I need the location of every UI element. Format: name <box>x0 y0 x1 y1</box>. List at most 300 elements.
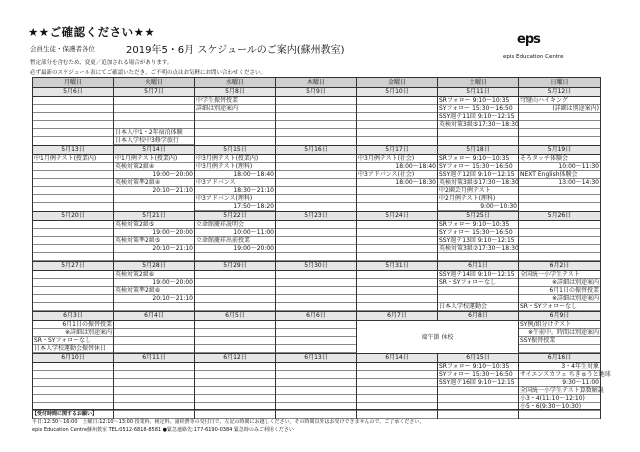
event-item <box>519 187 600 195</box>
event-item: 全国統一小学生テスト <box>519 271 600 279</box>
event-item <box>33 187 113 195</box>
event-item: 日本人学校運動会振替休日 <box>33 345 113 353</box>
event-row <box>33 155 601 212</box>
event-item <box>357 363 437 371</box>
footer <box>32 409 600 434</box>
date-cell: 5月28日 <box>114 262 195 271</box>
event-item: SSY週テ13回 9:10〜12:15 <box>438 237 518 245</box>
event-item <box>276 113 356 121</box>
day-cell <box>276 155 357 212</box>
recipients: 会員生徒・保護者各位 <box>30 45 95 53</box>
event-item <box>33 245 113 253</box>
event-item <box>195 345 275 353</box>
event-item <box>276 105 356 113</box>
event-item <box>519 345 600 353</box>
event-item <box>519 229 600 237</box>
event-item: SYフォロー 15:30〜16:50 <box>438 163 518 171</box>
day-cell <box>114 271 195 312</box>
event-item: 18:00〜18:40 <box>195 171 275 179</box>
event-item <box>276 271 356 279</box>
event-item <box>438 295 518 303</box>
event-item <box>276 295 356 303</box>
event-item <box>33 129 113 137</box>
day-cell <box>438 97 519 146</box>
event-item <box>33 229 113 237</box>
date-cell: 5月26日 <box>519 212 601 221</box>
multi-day-event: 日本人中1・2年宿泊体験 <box>114 129 194 137</box>
event-item: 18:00〜18:40 <box>357 163 437 171</box>
date-cell: 6月5日 <box>195 312 276 321</box>
event-item <box>357 371 437 379</box>
event-item <box>114 321 194 329</box>
event-item: SSY週テ12回 9:10〜12:15 <box>438 171 518 179</box>
event-item <box>276 221 356 229</box>
event-item <box>276 97 356 105</box>
event-item <box>33 163 113 171</box>
event-item: 英検対策3級⑦17:30〜18:30 <box>439 245 519 252</box>
day-cell <box>276 221 357 262</box>
event-item <box>276 253 356 261</box>
notice-line-2: 必ず最新のスケジュール表にてご確認いただき、ご不明の点はお気軽にお問い合わせください。 <box>30 70 266 76</box>
event-item: 中3月例テスト(社会) <box>357 155 437 163</box>
event-item <box>276 179 356 187</box>
day-cell <box>519 155 601 212</box>
event-item: 18:00〜18:30 <box>357 179 437 187</box>
event-item: SSY振替授業 <box>519 337 600 345</box>
event-item: 日本人学校運動会 <box>438 303 518 311</box>
event-item <box>33 363 113 371</box>
event-item: 英検対策2級④ <box>114 163 194 171</box>
event-item <box>276 287 356 295</box>
event-item <box>357 187 437 195</box>
day-cell <box>519 271 601 312</box>
date-cell: 5月9日 <box>276 88 357 97</box>
event-item <box>114 303 194 311</box>
event-item <box>276 345 356 353</box>
weekday-header: 月曜日 <box>33 78 114 88</box>
event-item: 英検対策準2級⑥ <box>114 287 194 295</box>
day-cell <box>33 221 114 262</box>
event-item <box>195 379 275 387</box>
date-cell: 5月29日 <box>195 262 276 271</box>
event-item: SR・SYフォローなし <box>33 337 113 345</box>
event-item <box>33 279 113 287</box>
event-item <box>33 387 113 395</box>
date-cell: 6月12日 <box>195 354 276 363</box>
event-item: 英検対策2級⑥ <box>114 271 194 279</box>
date-cell: 5月15日 <box>195 146 276 155</box>
day-cell <box>33 155 114 212</box>
event-item: SYフォロー 15:30〜16:50 <box>438 105 518 113</box>
day-cell <box>195 155 276 212</box>
event-item: SR・SYフォローなし <box>438 279 518 287</box>
event-item: 20:10〜21:10 <box>114 295 194 303</box>
event-item <box>276 321 356 329</box>
date-cell: 5月14日 <box>114 146 195 155</box>
event-item <box>357 245 437 253</box>
event-item <box>357 395 437 403</box>
event-item <box>276 329 356 337</box>
day-cell <box>114 155 195 212</box>
day-cell <box>33 321 114 354</box>
date-cell: 5月12日 <box>519 88 601 97</box>
weekday-header: 火曜日 <box>114 78 195 88</box>
event-item: 中2園芸月例テスト <box>438 187 518 195</box>
date-row <box>33 354 601 363</box>
date-cell: 6月4日 <box>114 312 195 321</box>
event-item <box>195 253 275 261</box>
date-cell: 6月14日 <box>357 354 438 363</box>
event-item <box>357 237 437 245</box>
event-item: 20:10〜21:10 <box>114 245 194 253</box>
date-cell: 6月9日 <box>519 312 601 321</box>
event-item <box>519 129 600 137</box>
event-item <box>195 387 275 395</box>
day-cell <box>276 321 357 354</box>
event-item <box>276 229 356 237</box>
event-item <box>519 121 600 129</box>
event-item: 19:00〜20:00 <box>195 245 275 253</box>
event-item <box>114 363 194 371</box>
event-item: SSY週テ16回 9:10〜12:15 <box>438 379 518 387</box>
event-item <box>114 195 194 203</box>
day-cell <box>276 97 357 146</box>
event-item <box>33 171 113 179</box>
event-item <box>438 253 518 261</box>
date-cell: 5月23日 <box>276 212 357 221</box>
event-item: 13:00〜14:30 <box>519 179 600 187</box>
event-item <box>195 113 275 121</box>
event-item: 10:00〜11:30 <box>519 163 600 171</box>
event-item <box>357 229 437 237</box>
date-cell: 5月27日 <box>33 262 114 271</box>
date-cell: 6月10日 <box>33 354 114 363</box>
event-item <box>276 195 356 203</box>
event-item <box>276 379 356 387</box>
date-cell: 6月16日 <box>519 354 601 363</box>
event-item: 10:00〜11:00 <box>195 229 275 237</box>
event-item <box>357 221 437 229</box>
event-item: SYフォロー 15:30〜16:50 <box>438 229 518 237</box>
event-item <box>438 387 518 395</box>
day-cell <box>114 221 195 262</box>
day-cell <box>357 221 438 262</box>
day-cell <box>33 97 114 146</box>
logo-word: eps <box>517 32 540 47</box>
day-cell <box>438 155 519 212</box>
event-item <box>357 279 437 287</box>
day-cell <box>195 97 276 146</box>
event-item <box>276 237 356 245</box>
date-cell: 5月25日 <box>438 212 519 221</box>
weekday-header-row <box>33 78 601 88</box>
date-cell: 5月13日 <box>33 146 114 155</box>
event-item: 17:50〜18:20 <box>195 203 275 211</box>
event-item: 穹窿山ハイキング <box>519 97 600 105</box>
event-item: ※詳細は別途案内 <box>33 329 113 337</box>
event-item: 9:30〜11:00 <box>519 379 600 387</box>
event-item <box>114 337 194 345</box>
event-item <box>438 395 518 403</box>
event-item <box>519 245 600 253</box>
event-item <box>33 303 113 311</box>
date-cell: 6月2日 <box>519 262 601 271</box>
date-cell: 5月6日 <box>33 88 114 97</box>
event-item <box>195 271 275 279</box>
event-item <box>33 253 113 261</box>
event-item <box>114 345 194 353</box>
event-row <box>33 97 601 146</box>
event-item: 6月1日の振替授業 <box>33 321 113 329</box>
event-item <box>33 113 113 121</box>
event-item: 英検対策2級⑤ <box>114 221 194 229</box>
event-item: 19:00〜20:00 <box>114 229 194 237</box>
event-item <box>114 379 194 387</box>
event-item <box>195 395 275 403</box>
date-cell: 5月7日 <box>114 88 195 97</box>
footer-line-1: 平日:12:30〜16:00 土曜日:12:10〜13:00 授業料、検定料、諸経費等の受付日で、左記の時間にお越しください。その時間以外はお受けできませんので、ご了承ください。 <box>32 419 425 425</box>
event-item <box>357 97 437 105</box>
event-item <box>33 195 113 203</box>
weekday-header: 水曜日 <box>195 78 276 88</box>
date-cell: 5月30日 <box>276 262 357 271</box>
event-item: 立命館慶祥出前授業 <box>195 237 275 245</box>
event-item: 中3月例テスト(授業内) <box>195 155 275 163</box>
event-item <box>195 295 275 303</box>
footer-line-2: epis Education Centre蘇州教室 TEL:0512-6818-8581 ●緊急連絡先:177-6190-0384 緊急時のみご利用ください <box>32 427 294 433</box>
event-item <box>195 279 275 287</box>
event-item: 全国統一小学生テスト算数解説 <box>520 387 604 394</box>
event-item <box>114 387 194 395</box>
date-row <box>33 146 601 155</box>
schedule-table <box>32 77 611 419</box>
date-cell: 5月10日 <box>357 88 438 97</box>
event-item <box>33 105 113 113</box>
day-cell <box>195 271 276 312</box>
event-item: 中3アドバンス <box>195 179 275 187</box>
event-item: SSY週テ14回 9:10〜12:15 <box>438 271 518 279</box>
event-item <box>276 245 356 253</box>
date-row <box>33 262 601 271</box>
schedule-subtitle: 2019年5・6月 スケジュールのご案内(蘇州教室) <box>126 45 345 56</box>
event-item: 小3・4(11:10〜12:10) <box>519 395 600 403</box>
day-cell <box>114 321 195 354</box>
holiday-cell: 端午節 休校 <box>357 321 519 354</box>
event-item <box>195 329 275 337</box>
date-cell: 5月18日 <box>438 146 519 155</box>
event-item <box>519 195 600 203</box>
event-item <box>357 195 437 203</box>
event-item <box>276 187 356 195</box>
weekday-header: 土曜日 <box>438 78 519 88</box>
event-item <box>276 337 356 345</box>
event-item: SRフォロー 9:10〜10:35 <box>438 155 518 163</box>
date-cell: 6月7日 <box>357 312 438 321</box>
event-item <box>438 129 518 137</box>
date-cell: 6月15日 <box>438 354 519 363</box>
event-row <box>33 221 601 262</box>
date-row <box>33 312 601 321</box>
event-item <box>276 163 356 171</box>
event-item: 中3アドバンス(社会) <box>357 171 437 179</box>
event-item: ※詳細は別途案内 <box>519 295 600 303</box>
event-item <box>357 253 437 261</box>
event-item: サイエンスカフェ ちきゅうと地球 <box>520 371 611 378</box>
event-item <box>276 129 356 137</box>
event-item <box>114 97 194 105</box>
event-item <box>276 279 356 287</box>
event-item <box>33 371 113 379</box>
event-item <box>357 129 437 137</box>
event-item <box>357 105 437 113</box>
day-cell <box>33 271 114 312</box>
event-item <box>195 303 275 311</box>
event-item <box>357 121 437 129</box>
weekday-header: 木曜日 <box>276 78 357 88</box>
event-item: NEXT English体験会 <box>519 171 600 179</box>
date-cell: 6月8日 <box>438 312 519 321</box>
event-item: SRフォロー 9:10〜10:35 <box>438 97 518 105</box>
event-item: 中2月例テスト(理科) <box>438 195 518 203</box>
event-item: 小5・6(9:30〜10:30) <box>519 403 600 411</box>
event-item <box>195 371 275 379</box>
day-cell <box>276 271 357 312</box>
day-cell <box>519 97 601 146</box>
event-item: 3・4年生対象 <box>519 363 600 371</box>
event-item <box>114 329 194 337</box>
day-cell <box>519 321 601 354</box>
event-item <box>195 363 275 371</box>
event-row <box>33 321 601 354</box>
date-cell: 5月22日 <box>195 212 276 221</box>
day-cell <box>195 321 276 354</box>
page-title: ★★ご確認ください★★ <box>28 25 156 39</box>
event-item <box>195 337 275 345</box>
event-item <box>33 287 113 295</box>
event-item <box>357 113 437 121</box>
event-item <box>357 387 437 395</box>
event-item <box>195 287 275 295</box>
logo-subtitle: epis Education Centre <box>503 54 564 60</box>
epis-logo <box>503 32 573 66</box>
event-item: 中1月例テスト(授業内) <box>114 155 194 163</box>
event-item: 中3月例テスト(理科) <box>195 163 275 171</box>
event-item <box>33 379 113 387</box>
date-cell: 6月6日 <box>276 312 357 321</box>
event-item: SR・SYフォローなし <box>519 303 600 311</box>
event-item: 18:30〜21:10 <box>195 187 275 195</box>
event-item <box>276 363 356 371</box>
event-item: SRフォロー 9:10〜10:35 <box>438 221 518 229</box>
event-item <box>357 287 437 295</box>
event-item <box>357 271 437 279</box>
event-item <box>276 171 356 179</box>
event-item <box>357 295 437 303</box>
date-cell: 5月19日 <box>519 146 601 155</box>
event-row <box>33 271 601 312</box>
event-item <box>519 221 600 229</box>
day-cell <box>519 221 601 262</box>
event-item <box>114 253 194 261</box>
event-item: 英検対策準2級⑤ <box>114 237 194 245</box>
event-item <box>114 105 194 113</box>
date-cell: 5月21日 <box>114 212 195 221</box>
day-cell <box>195 221 276 262</box>
event-item: SSY週テ11回 9:10〜12:15 <box>438 113 518 121</box>
event-item <box>33 179 113 187</box>
event-item <box>33 121 113 129</box>
event-item <box>33 271 113 279</box>
event-item <box>195 129 275 137</box>
event-item <box>438 287 518 295</box>
event-item <box>114 371 194 379</box>
event-item: 19:00〜20:00 <box>114 279 194 287</box>
day-cell <box>357 155 438 212</box>
event-item: 20:10〜21:10 <box>114 187 194 195</box>
day-cell <box>438 221 519 262</box>
event-item <box>195 321 275 329</box>
date-cell: 6月1日 <box>438 262 519 271</box>
date-cell: 6月11日 <box>114 354 195 363</box>
event-item <box>33 395 113 403</box>
day-cell <box>114 97 195 146</box>
event-item: ※午前中。時間は別途案内 <box>519 329 600 337</box>
event-item <box>276 303 356 311</box>
event-item: 英検対策3級⑤17:30〜18:30 <box>439 179 519 186</box>
event-item <box>33 221 113 229</box>
notice-line-1: 暫定部分を含むため、変更／追加される場合があります。 <box>30 60 173 66</box>
event-item: (詳細は別途案内) <box>519 105 600 113</box>
event-item <box>276 371 356 379</box>
date-cell: 5月20日 <box>33 212 114 221</box>
date-cell: 5月17日 <box>357 146 438 155</box>
event-item: 19:00〜20:00 <box>114 171 194 179</box>
event-item <box>357 379 437 387</box>
date-row <box>33 212 601 221</box>
event-item <box>276 121 356 129</box>
event-item: 英検対策準2級④ <box>114 179 194 187</box>
date-cell: 6月3日 <box>33 312 114 321</box>
event-item <box>276 155 356 163</box>
event-item <box>114 395 194 403</box>
event-item <box>519 113 600 121</box>
date-cell: 5月11日 <box>438 88 519 97</box>
weekday-header: 金曜日 <box>357 78 438 88</box>
event-item: 英検対策3級⑤17:30〜18:30 <box>439 121 519 128</box>
day-cell <box>357 271 438 312</box>
footer-title: 【受付時間に関するお願い】 <box>32 411 98 417</box>
event-item <box>519 253 600 261</box>
date-cell: 6月13日 <box>276 354 357 363</box>
date-cell: 5月8日 <box>195 88 276 97</box>
date-row <box>33 88 601 97</box>
day-cell <box>357 97 438 146</box>
date-cell: 5月16日 <box>276 146 357 155</box>
date-cell: 5月31日 <box>357 262 438 271</box>
event-item: SRフォロー 9:10〜10:35 <box>438 363 518 371</box>
event-item <box>195 121 275 129</box>
event-item: SYフォロー 15:30〜16:50 <box>438 371 518 379</box>
event-item <box>33 237 113 245</box>
event-item <box>33 295 113 303</box>
event-item <box>276 395 356 403</box>
weekday-header: 日曜日 <box>519 78 601 88</box>
event-item: そろタッチ体験会 <box>519 155 600 163</box>
event-item: 詳細は別途案内 <box>195 105 275 113</box>
event-item: 中3アドバンス(理科) <box>195 195 275 203</box>
event-item <box>519 237 600 245</box>
event-item: 中学生振替授業 <box>195 97 275 105</box>
